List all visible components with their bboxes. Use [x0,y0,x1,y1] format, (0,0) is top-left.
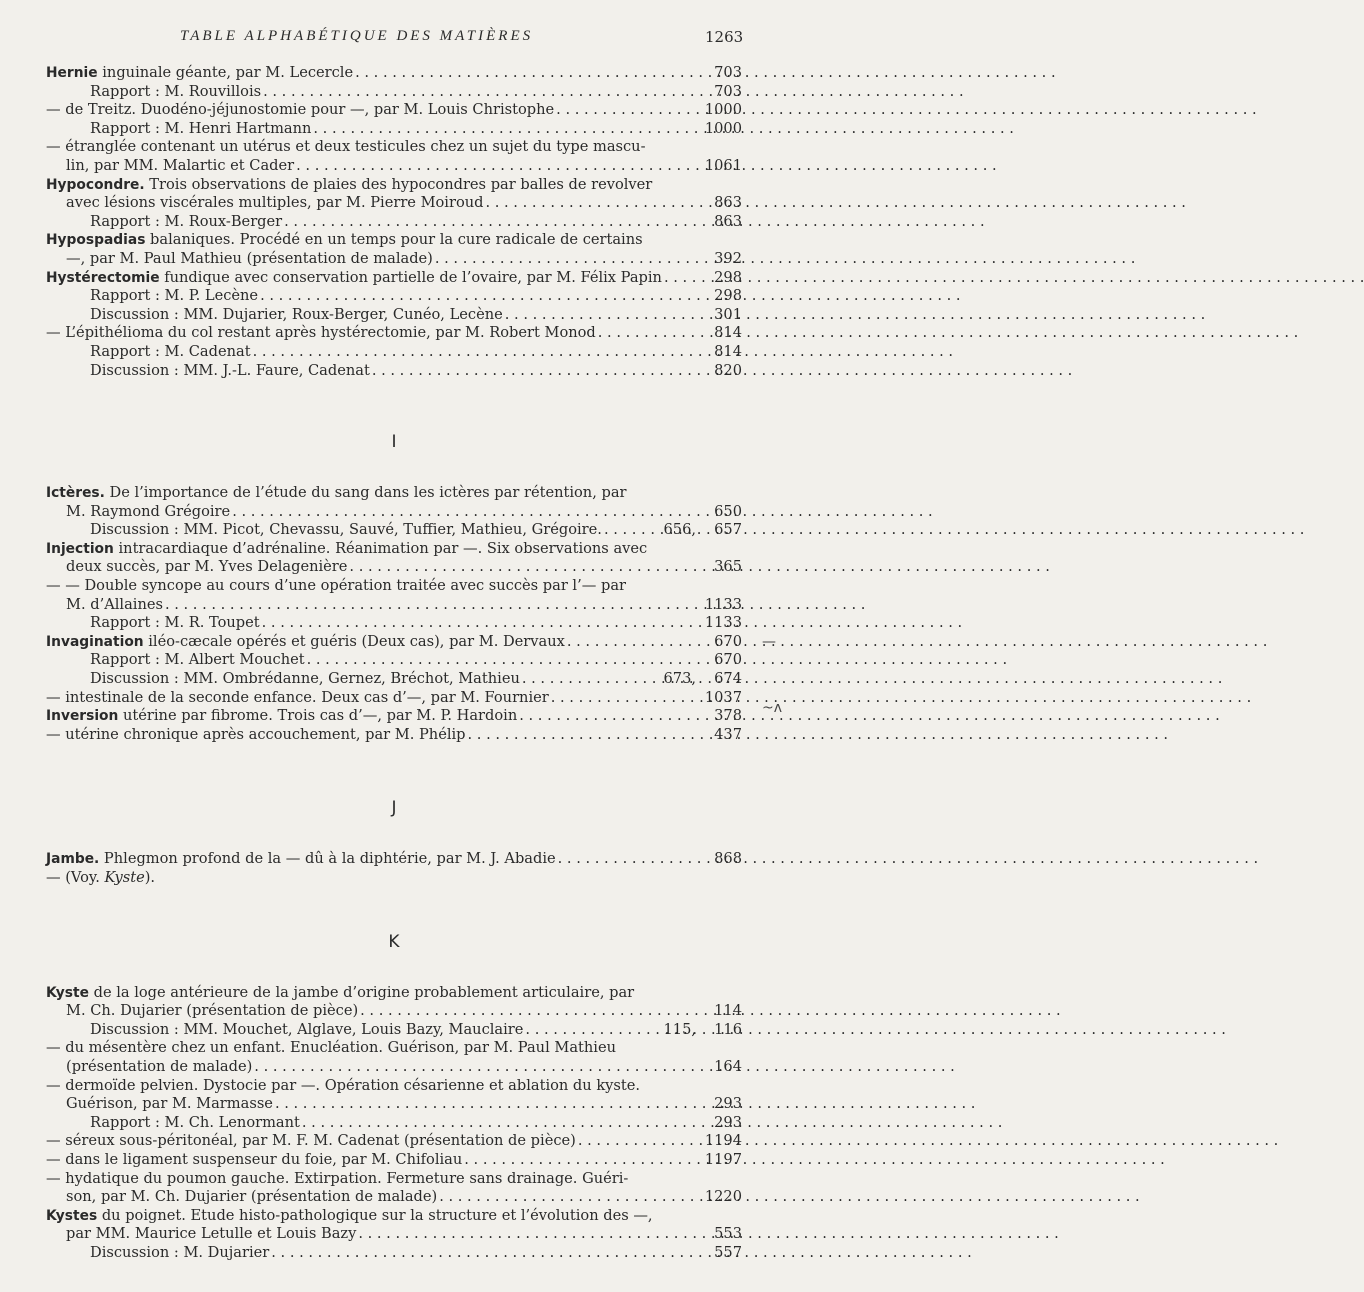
index-entry [46,850,742,869]
page-ref: 1220 [704,1188,742,1206]
index-entry [46,1170,742,1207]
entry-text-line: — hydatique du poumon gauche. Extirpation. Fermeture sans drainage. Guéri- [46,1169,629,1187]
page-ref: 1133 [704,595,742,613]
entry-keyword: Hernie [46,65,98,81]
entry-keyword: Hypocondre. [46,176,145,193]
page-ref: 553 [714,1225,742,1243]
entry-text-line: balaniques. Procédé en un temps pour la cure radicale de certains [145,231,643,249]
index-entry [46,362,742,381]
page-ref: 650 [714,502,742,520]
index-entry [46,577,742,614]
page-ref: 1133 [704,614,742,632]
index-entry [46,1132,742,1151]
page-ref: 703 [714,82,742,100]
entry-text: Rapport : M. R. Toupet [90,614,260,632]
leader-dots [275,1095,712,1114]
page-ref: 437 [714,725,742,743]
page-ref: 868 [714,850,742,868]
index-entry [46,540,742,577]
page-ref: 298 [714,268,742,286]
index-entry [46,1244,742,1263]
running-header [0,28,800,52]
index-entry [46,689,742,708]
index-entry [46,670,742,689]
index-entry [46,1207,742,1244]
page-ref: 657 [714,521,742,539]
leader-dots [578,1132,703,1151]
entry-text: inguinale géante, par M. Lecercle [97,64,354,81]
leader-dots [558,850,713,869]
entry-text: Rapport : M. Cadenat [90,342,251,360]
leader-dots [519,707,712,726]
leader-dots [254,1058,712,1077]
entry-text: —, par M. Paul Mathieu (présentation de malade) [66,249,433,267]
entry-text: Discussion : MM. Mouchet, Alglave, Louis Bazy, Mauclaire [90,1020,524,1038]
page-ref: 114 [714,1002,742,1020]
index-entry [46,120,742,139]
leader-dots [253,343,713,362]
page-ref: 670 [714,632,742,650]
entry-text-line: — dermoïde pelvien. Dystocie par —. Opération césarienne et ablation du kyste. [46,1076,641,1094]
index-entry [46,306,742,325]
index-entry [46,1021,742,1040]
leader-dots [296,157,703,176]
entry-text: M. Raymond Grégoire [66,502,231,520]
section-letter-j: J [391,798,397,819]
index-entry [46,343,742,362]
entry-text: Rapport : M. Albert Mouchet [90,651,305,669]
page-ref: 1000 [704,119,742,137]
page-ref: 115, [663,1020,696,1038]
entry-text: Discussion : MM. Dujarier, Roux-Berger, Cunéo, Lecène [90,305,503,323]
page-ref: 656, [663,521,696,539]
page-ref: 378 [714,707,742,725]
entry-text: Guérison, par M. Marmasse [66,1095,273,1113]
page-ref: 298 [714,287,742,305]
leader-dots [435,250,712,269]
entry-text-line: Trois observations de plaies des hypocondres par balles de revolver [144,175,653,193]
page-ref: 863 [714,194,742,212]
leader-dots [360,1002,712,1021]
index-entry [46,64,742,83]
margin-mark: ~ʌ [762,700,783,716]
entry-text: M. Ch. Dujarier (présentation de pièce) [66,1002,359,1020]
leader-dots [567,633,712,652]
leader-dots [263,83,712,102]
entry-text-line: — du mésentère chez un enfant. Enucléation. Guérison, par M. Paul Mathieu [46,1039,616,1057]
entry-text: avec lésions viscérales multiples, par M. Pierre Moiroud [66,194,484,212]
page-ref: 116 [714,1020,742,1038]
page-ref: 820 [714,361,742,379]
entry-keyword: Invagination [46,633,144,650]
index-entry [46,231,742,268]
running-title: TABLE ALPHABÉTIQUE DES MATIÈRES [180,28,534,44]
leader-dots [260,287,712,306]
leader-dots [439,1188,703,1207]
index-entry [46,287,742,306]
page-ref: 557 [714,1243,742,1261]
entry-text: Discussion : M. Dujarier [90,1243,270,1261]
index-entry [46,101,742,120]
page-ref: 674 [714,670,742,688]
index-entry [46,176,742,213]
index-entry [46,1077,742,1114]
entry-text: (présentation de malade) [66,1057,253,1075]
leader-dots [556,101,703,120]
entry-text-line: — — Double syncope au cours d’une opération traitée avec succès par l’— par [46,577,626,595]
entry-text: Rapport : M. Henri Hartmann [90,119,312,137]
page-ref: 703 [714,64,742,81]
leader-dots [372,362,712,381]
entry-text: — séreux sous-péritonéal, par M. F. M. Cadenat (présentation de pièce) [46,1132,576,1150]
leader-dots [271,1244,712,1263]
leader-dots [505,306,712,325]
entry-text: Phlegmon profond de la — dû à la diphtérie, par M. J. Abadie [99,850,556,868]
entry-keyword: Jambe. [46,851,100,868]
entry-text: — (Voy. [46,869,105,886]
entry-text-line: intracardiaque d’adrénaline. Réanimation par —. Six observations avec [113,539,648,557]
entry-text-line: de la loge antérieure de la jambe d’origine probablement articulaire, par [88,983,635,1001]
section-letter-i: I [391,432,397,453]
index-entry [46,324,742,343]
entry-text: Discussion : MM. Picot, Chevassu, Sauvé, Tuffier, Mathieu, Grégoire. [90,521,602,539]
leader-dots [358,1225,712,1244]
entry-keyword: Kyste [46,984,89,1001]
entry-keyword: Injection [46,540,114,557]
page-ref: 301 [714,305,742,323]
index-entry [46,984,742,1021]
page-ref: 293 [714,1095,742,1113]
index-entry [46,213,742,232]
page-ref: 1197 [704,1150,742,1168]
index-entry [46,138,742,175]
leader-dots [307,651,713,670]
entry-text-line: — étranglée contenant un utérus et deux testicules chez un sujet du type mascu- [46,138,646,156]
entry-keyword: Inversion [46,708,119,725]
entry-text: — intestinale de la seconde enfance. Deux cas d’—, par M. Fournier [46,688,549,706]
index-entry [46,869,742,888]
leader-dots [468,726,713,745]
section-letter-k: K [388,931,400,952]
index-entry [46,83,742,102]
leader-dots [551,689,703,708]
page-ref: 293 [714,1113,742,1131]
entry-keyword: Kystes [46,1207,98,1224]
leader-dots [349,558,712,577]
page-ref: 1037 [704,688,742,706]
index-entry [46,726,742,745]
index-entry [46,633,742,652]
leader-dots [604,521,662,540]
entry-text: — L’épithélioma du col restant après hystérectomie, par M. Robert Monod [46,324,596,342]
leader-dots [284,213,712,232]
entry-text: par MM. Maurice Letulle et Louis Bazy [66,1225,357,1243]
entry-text: Rapport : M. Rouvillois [90,82,262,100]
entry-text: Discussion : MM. J.-L. Faure, Cadenat [90,361,370,379]
page-ref: 673, [663,670,696,688]
entry-text: deux succès, par M. Yves Delagenière [66,558,348,576]
index-entry [46,521,742,540]
leader-dots [664,269,712,288]
page-ref: 164 [714,1057,742,1075]
entry-text: fundique avec conservation partielle de l’ovaire, par M. Félix Papin [159,268,662,286]
entry-text: iléo-cæcale opérés et guéris (Deux cas), par M. Dervaux [143,632,565,650]
page-ref: 863 [714,212,742,230]
entry-text-after: ). [144,869,156,886]
leader-dots [302,1114,712,1133]
page-ref: 1194 [704,1132,742,1150]
entry-text: — dans le ligament suspenseur du foie, par M. Chifoliau [46,1150,463,1168]
entry-italic: Kyste [104,869,145,886]
margin-mark: — [762,634,776,650]
entry-text: Rapport : M. P. Lecène [90,287,259,305]
entry-keyword: Ictères. [46,485,105,502]
entry-keyword: Hystérectomie [46,269,160,286]
leader-dots [232,503,712,522]
leader-dots [355,64,712,83]
alphabetical-index [46,64,742,1263]
entry-text: utérine par fibrome. Trois cas d’—, par M. P. Hardoin [118,707,518,725]
index-entry [46,484,742,521]
entry-text: Discussion : MM. Ombrédanne, Gernez, Bréchot, Mathieu [90,670,520,688]
entry-text-line: De l’importance de l’étude du sang dans les ictères par rétention, par [104,484,627,502]
leader-dots [464,1151,703,1170]
index-entry [46,1039,742,1076]
index-entry [46,1151,742,1170]
page-ref: 670 [714,651,742,669]
entry-keyword: Hypospadias [46,232,146,249]
entry-text-line: du poignet. Etude histo-pathologique sur la structure et l’évolution des —, [97,1206,653,1224]
leader-dots [522,670,662,689]
leader-dots [598,324,712,343]
index-entry [46,614,742,633]
index-entry [46,269,742,288]
page-number: 1263 [705,28,744,46]
entry-text: — de Treitz. Duodéno-jéjunostomie pour —, par M. Louis Christophe [46,101,555,119]
entry-text: Rapport : M. Roux-Berger [90,212,283,230]
entry-text: son, par M. Ch. Dujarier (présentation de malade) [66,1188,438,1206]
leader-dots [313,120,702,139]
page-ref: 1000 [704,101,742,119]
page-ref: 392 [714,249,742,267]
page-ref: 365 [714,558,742,576]
page-ref: 814 [714,342,742,360]
index-entry [46,1114,742,1133]
entry-text: Rapport : M. Ch. Lenormant [90,1113,300,1131]
leader-dots [262,614,703,633]
leader-dots [525,1021,661,1040]
index-entry [46,707,742,726]
entry-text: lin, par MM. Malartic et Cader [66,156,295,174]
index-entry [46,651,742,670]
page-ref: 814 [714,324,742,342]
leader-dots [485,194,712,213]
entry-text: — utérine chronique après accouchement, par M. Phélip [46,725,466,743]
leader-dots [165,596,703,615]
page-ref: 1061 [704,156,742,174]
entry-text: M. d’Allaines [66,595,163,613]
